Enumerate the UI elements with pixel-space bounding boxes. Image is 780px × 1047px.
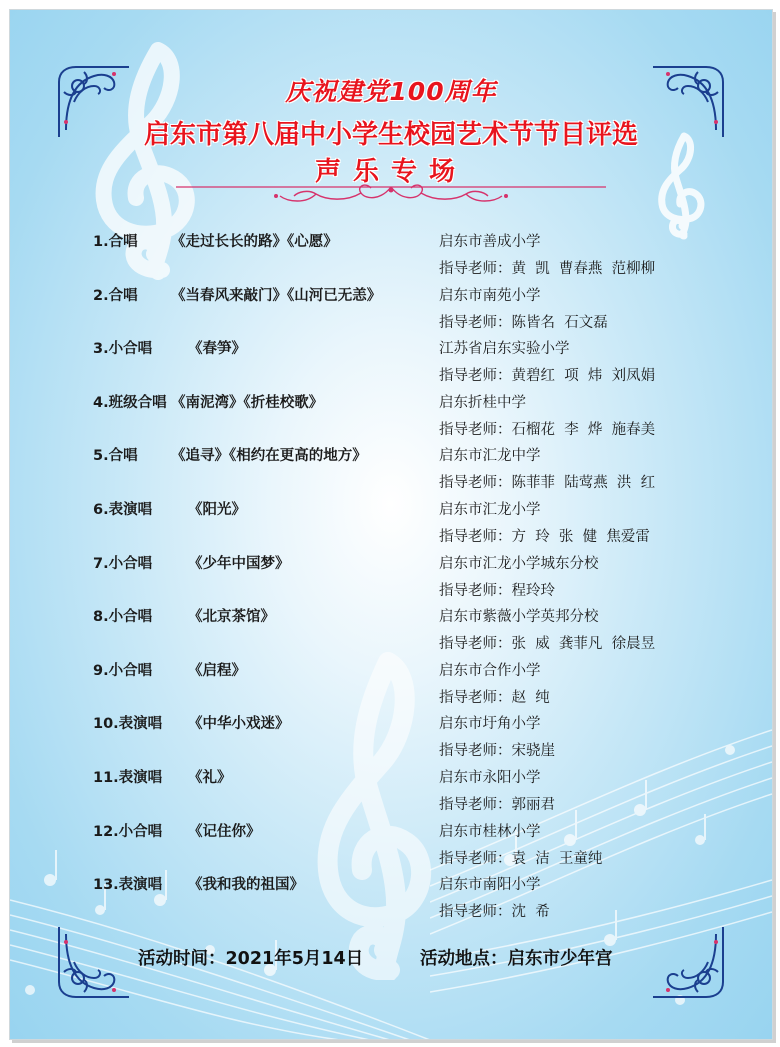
program-item xyxy=(10,820,772,874)
program-item xyxy=(10,444,772,498)
headline-session: 声乐专场 xyxy=(314,157,467,187)
program-school: 启东市善成小学 xyxy=(439,234,541,250)
program-school: 启东市南苑小学 xyxy=(439,287,541,304)
program-teachers: 指导老师：宋骁崖 xyxy=(439,743,555,760)
program-number-type: 5.合唱 xyxy=(93,448,138,465)
program-teachers: 指导老师：张 威 龚菲凡 徐晨昱 xyxy=(439,636,656,653)
program-school: 启东折桂中学 xyxy=(439,394,526,411)
program-song-title: 《我和我的祖国》 xyxy=(188,877,304,894)
poster xyxy=(9,9,773,1040)
headline-event: 启东市第八届中小学生校园艺术节节目评选 xyxy=(143,120,638,150)
program-number-type: 6.表演唱 xyxy=(93,502,153,518)
program-teachers: 指导老师：陈皆名 石文磊 xyxy=(439,314,608,331)
program-song-title: 《当春风来敲门》《山河已无恙》 xyxy=(171,287,382,304)
program-item xyxy=(10,659,772,713)
program-item xyxy=(10,552,772,606)
program-teachers: 指导老师：黄 凯 曹春燕 范柳柳 xyxy=(439,261,656,277)
program-item xyxy=(10,766,772,820)
program-item xyxy=(10,230,772,284)
program-item xyxy=(10,337,772,391)
program-school: 启东市南阳小学 xyxy=(439,877,541,894)
program-item xyxy=(10,498,772,552)
program-teachers: 指导老师：袁 洁 王童纯 xyxy=(439,850,603,867)
corner-ornament-bottom-right-icon xyxy=(648,922,728,1002)
program-school: 启东市合作小学 xyxy=(439,662,541,679)
program-school: 启东市汇龙小学 xyxy=(439,502,541,518)
event-time: 活动时间：2021年5月14日 xyxy=(138,949,364,969)
program-number-type: 4.班级合唱 xyxy=(93,394,167,411)
program-school: 启东市紫薇小学英邦分校 xyxy=(439,609,599,626)
program-number-type: 10.表演唱 xyxy=(93,716,163,733)
program-song-title: 《阳光》 xyxy=(188,502,246,518)
program-teachers: 指导老师：郭丽君 xyxy=(439,797,555,813)
corner-ornament-bottom-left-icon xyxy=(54,922,134,1002)
program-song-title: 《北京茶馆》 xyxy=(188,609,275,626)
program-teachers: 指导老师：石榴花 李 烨 施春美 xyxy=(439,421,656,438)
program-song-title: 《中华小戏迷》 xyxy=(188,716,290,733)
program-school: 启东市汇龙小学城东分校 xyxy=(439,555,599,572)
program-number-type: 2.合唱 xyxy=(93,287,138,304)
program-song-title: 《南泥湾》《折桂校歌》 xyxy=(171,394,324,411)
program-school: 启东市永阳小学 xyxy=(439,770,541,786)
program-song-title: 《少年中国梦》 xyxy=(188,555,290,572)
program-number-type: 1.合唱 xyxy=(93,234,138,250)
program-song-title: 《春笋》 xyxy=(188,341,246,358)
program-number-type: 8.小合唱 xyxy=(93,609,153,626)
program-teachers: 指导老师：程玲玲 xyxy=(439,582,555,599)
program-number-type: 7.小合唱 xyxy=(93,555,153,572)
program-number-type: 13.表演唱 xyxy=(93,877,163,894)
program-item xyxy=(10,605,772,659)
program-school: 启东市圩角小学 xyxy=(439,716,541,733)
program-number-type: 9.小合唱 xyxy=(93,662,153,679)
program-item xyxy=(10,712,772,766)
program-teachers: 指导老师：陈菲菲 陆莺燕 洪 红 xyxy=(439,475,656,492)
program-school: 江苏省启东实验小学 xyxy=(439,341,570,358)
program-song-title: 《礼》 xyxy=(188,770,232,786)
program-number-type: 3.小合唱 xyxy=(93,341,153,358)
program-school: 启东市汇龙中学 xyxy=(439,448,541,465)
program-song-title: 《走过长长的路》《心愿》 xyxy=(171,234,338,250)
program-teachers: 指导老师：沈 希 xyxy=(439,904,550,921)
program-number-type: 11.表演唱 xyxy=(93,770,163,786)
program-teachers: 指导老师：方 玲 张 健 焦爱雷 xyxy=(439,529,650,545)
program-item xyxy=(10,391,772,445)
title-divider-ornament xyxy=(176,178,606,208)
program-school: 启东市桂林小学 xyxy=(439,823,541,840)
program-item xyxy=(10,873,772,927)
event-location: 活动地点：启东市少年宫 xyxy=(420,949,613,969)
program-song-title: 《启程》 xyxy=(188,662,246,679)
headline-anniversary: 庆祝建党100周年 xyxy=(285,77,497,106)
program-song-title: 《记住你》 xyxy=(188,823,261,840)
program-teachers: 指导老师：黄碧红 项 炜 刘凤娟 xyxy=(439,368,656,385)
program-item xyxy=(10,284,772,338)
program-teachers: 指导老师：赵 纯 xyxy=(439,689,550,706)
program-song-title: 《追寻》《相约在更高的地方》 xyxy=(171,448,367,465)
program-number-type: 12.小合唱 xyxy=(93,823,163,840)
